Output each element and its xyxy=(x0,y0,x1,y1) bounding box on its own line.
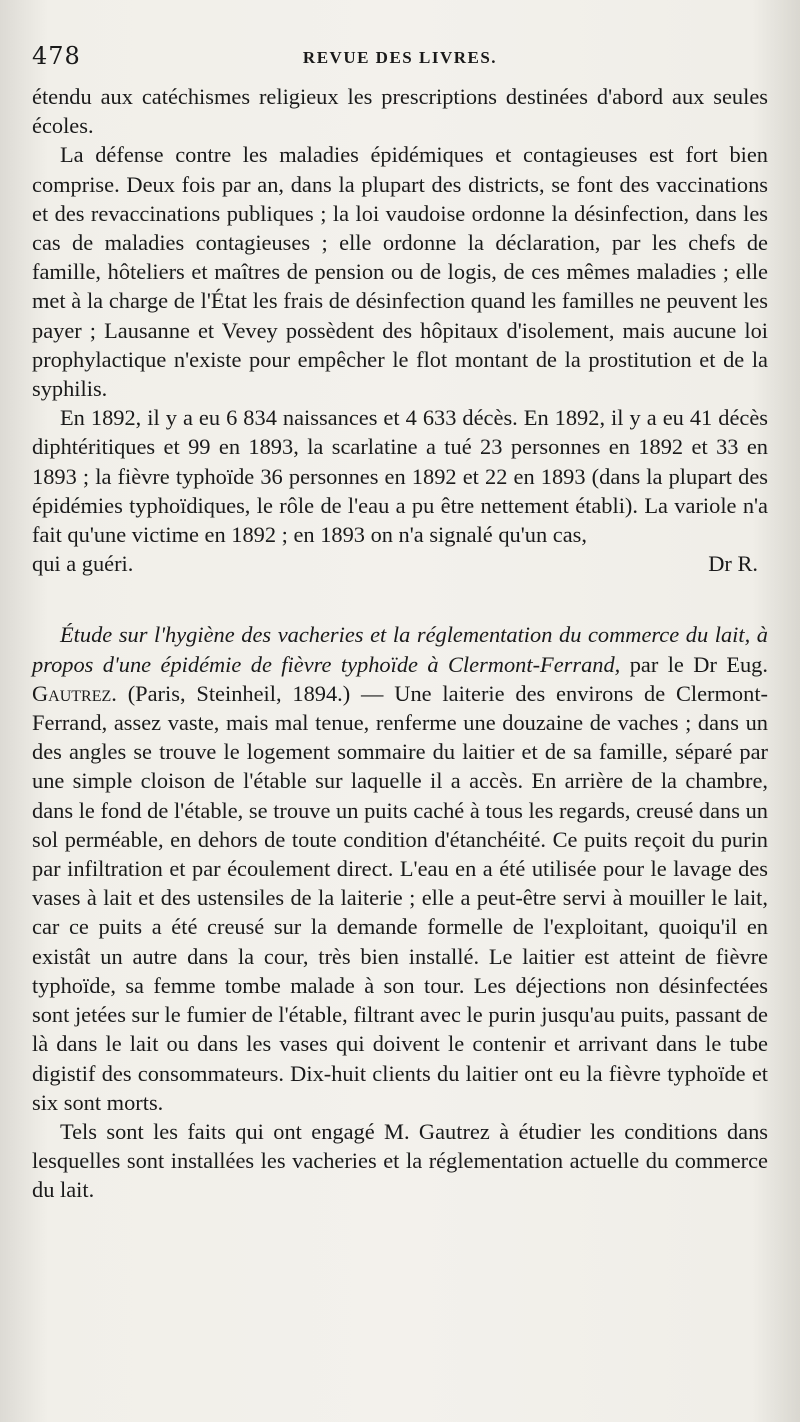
page-number: 478 xyxy=(32,42,81,70)
body-text xyxy=(32,82,768,1205)
running-head: REVUE DES LIVRES. xyxy=(302,48,498,67)
signature: Dr R. xyxy=(708,551,758,577)
review-by: par le Dr Eug. xyxy=(629,651,768,677)
paragraph-continuation: étendu aux catéchismes religieux les prescriptions destinées d'abord aux seules écoles. xyxy=(32,84,768,139)
paragraph-last-line: qui a guéri. xyxy=(32,551,134,577)
paragraph-disease-defense: La défense contre les maladies épidémiques et contagieuses est fort bien comprise. Deux fois par an, dans la plupart des districts, se font des vaccinations et des revaccinations publiques ; la loi vaudoise ordonne la désinfection, dans les cas de maladies contagieuses ; elle ordonne la déclaration, par les chefs de famille, hôteliers et maîtres de pension ou de logis, de ces mêmes maladies ; elle met à la charge de l'État les frais de désinfection quand les familles ne peuvent les payer ; Lausanne et Vevey possèdent des hôpitaux d'isolement, mais aucune loi prophylactique n'existe pour empêcher le flot montant de la prostitution et de la syphilis. xyxy=(32,142,768,402)
review-title: Étude sur l'hygiène des vacheries et la réglementation du commerce du lait, à propos d'une épidémie de fièvre typhoïde à Clermont-Ferrand, xyxy=(32,622,768,677)
paragraph-statistics: En 1892, il y a eu 6 834 naissances et 4 633 décès. En 1892, il y a eu 41 décès diphtéritiques et 99 en 1893, la scarlatine a tué 23 personnes en 1892 et 33 en 1893 ; la fièvre typhoïde 36 personnes en 1892 et 22 en 1893 (dans la plupart des épidémies typhoïdiques, le rôle de l'eau a pu être nettement établi). La variole n'a fait qu'une victime en 1892 ; en 1893 on n'a signalé qu'un cas, xyxy=(32,405,768,548)
paragraph-end-with-signature xyxy=(32,549,768,578)
section-gap xyxy=(32,578,768,620)
review-conclusion: Tels sont les faits qui ont engagé M. Gautrez à étudier les conditions dans lesquelles sont installées les vacheries et la réglementation actuelle du commerce du lait. xyxy=(32,1118,768,1203)
review-citation: . (Paris, Steinheil, 1894.) — xyxy=(111,680,395,706)
review-entry xyxy=(32,620,768,1116)
review-body: Une laiterie des environs de Clermont-Ferrand, assez vaste, mais mal tenue, renferme une douzaine de vaches ; dans un des angles se trouve le logement sommaire du laitier et de sa famille, séparé par une simple cloison de l'étable sur laquelle il a accès. En arrière de la chambre, dans le fond de l'étable, se trouve un puits caché à tous les regards, creusé dans un sol perméable, en dehors de toute condition d'étanchéité. Ce puits reçoit du purin par infiltration et par écoulement direct. L'eau en a été utilisée pour le lavage des vases à lait et des ustensiles de la laiterie ; elle a peut-être servi à mouiller le lait, car ce puits a été creusé sur la demande formelle de l'exploitant, quoiqu'il en existât un autre dans la cour, très bien installé. Le laitier est atteint de fièvre typhoïde, sa femme tombe malade à son tour. Les déjections non désinfectées sont jetées sur le fumier de l'étable, filtrant avec le purin jusqu'au puits, passant de là dans le lait ou dans les vases qui doivent le contenir et arrivant dans le tube digistif des consommateurs. Dix-huit clients du laitier ont eu la fièvre typhoïde et six sont morts. xyxy=(32,680,768,1115)
page-header xyxy=(32,40,768,76)
review-author: Gautrez xyxy=(32,680,112,706)
